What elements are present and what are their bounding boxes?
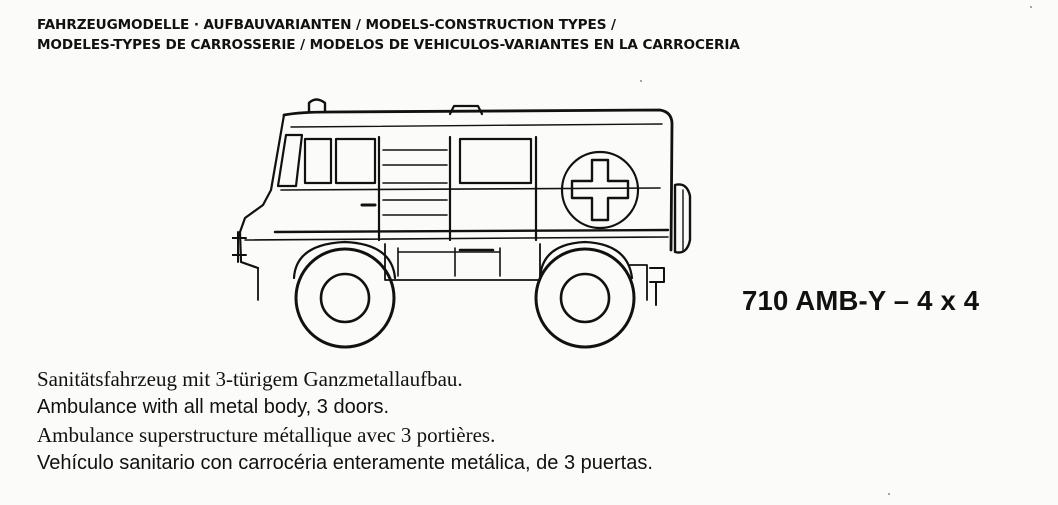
storage-boxes [398, 248, 500, 276]
side-window-2 [336, 139, 375, 183]
scan-speck [888, 493, 890, 495]
description-fr: Ambulance superstructure métallique avec 3 portières. [37, 423, 496, 447]
mudflaps [258, 265, 647, 300]
description-en: Ambulance with all metal body, 3 doors. [37, 396, 390, 418]
model-designation: 710 AMB-Y – 4 x 4 [742, 285, 980, 316]
windshield-frame [240, 115, 284, 268]
front-wheel [296, 249, 394, 347]
header-line-2: MODELES-TYPES DE CARROSSERIE / MODELOS DE VEHICULOS-VARIANTES EN LA CARROCERIA [37, 37, 740, 53]
description-block [37, 365, 1047, 477]
side-window-1 [305, 139, 331, 183]
ambulance-vehicle-drawing [232, 96, 702, 356]
red-cross [572, 160, 628, 220]
windshield [278, 135, 302, 186]
scan-speck [640, 80, 642, 82]
header-line-1: FAHRZEUGMODELLE · AUFBAUVARIANTEN / MODELS-CONSTRUCTION TYPES / [37, 17, 616, 33]
rear-wheel [536, 249, 634, 347]
scan-speck [1030, 6, 1032, 8]
description-de: Sanitätsfahrzeug mit 3-türigem Ganzmetallaufbau. [37, 367, 463, 391]
rear-step [650, 268, 664, 305]
door-panels [383, 150, 447, 215]
red-cross-circle [562, 152, 638, 228]
bumper [232, 232, 246, 262]
sill-line [245, 237, 668, 240]
page-header [37, 15, 1047, 55]
rear-window [460, 139, 531, 183]
description-es: Vehículo sanitario con carrocéria enteramente metálica, de 3 puertas. [37, 452, 653, 474]
roof-beacon [309, 100, 325, 113]
lower-line [275, 230, 668, 232]
roof-inner [291, 124, 662, 127]
front-arch [294, 242, 395, 278]
belt-line [281, 188, 660, 190]
